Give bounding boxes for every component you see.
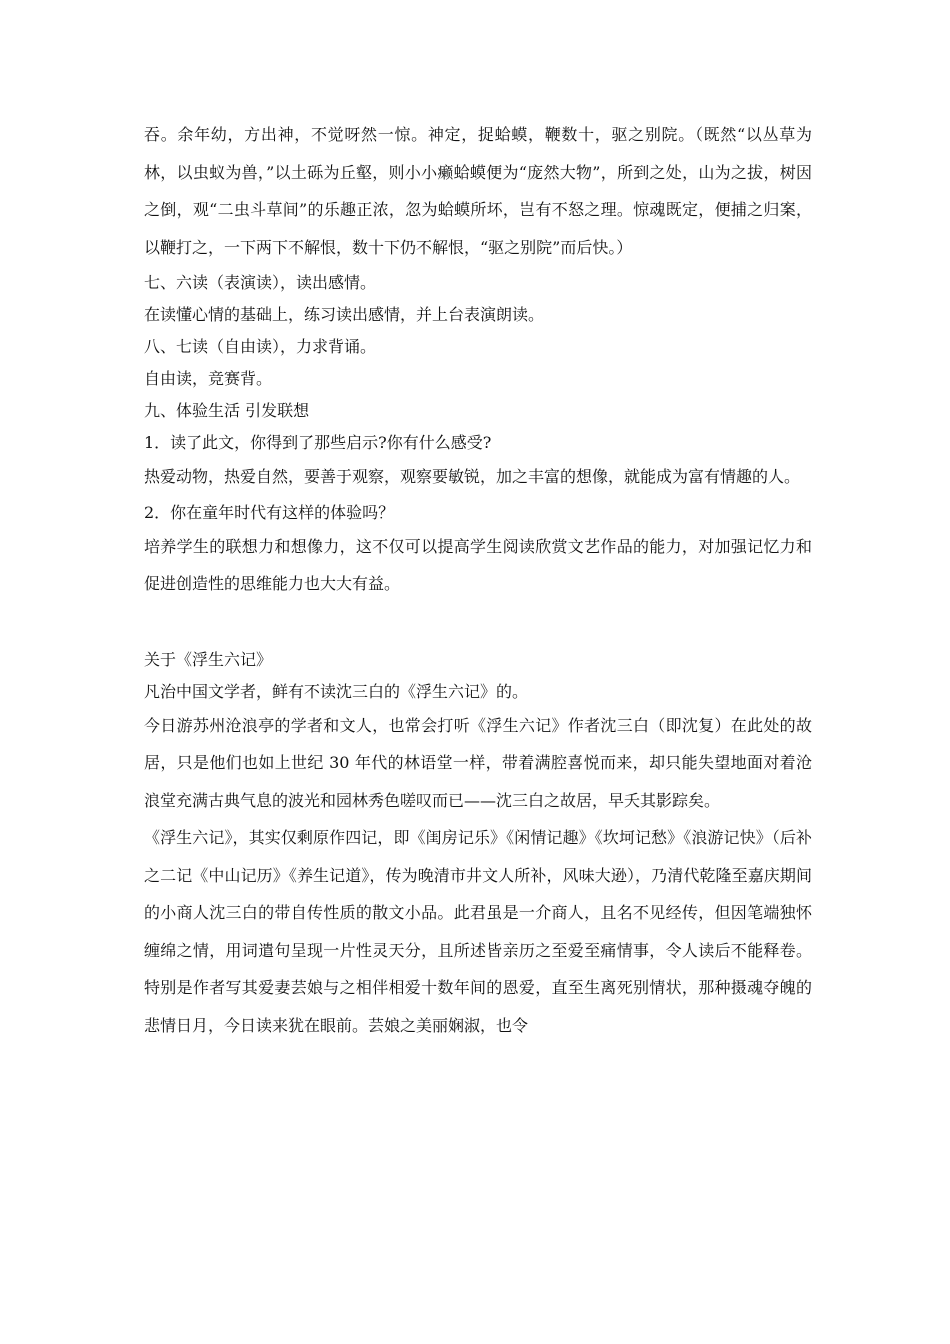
heading-step-nine: 九、体验生活 引发联想 — [144, 401, 310, 420]
paragraph-intro: 凡治中国文学者，鲜有不读沈三白的《浮生六记》的。 — [144, 681, 529, 701]
paragraph-fusheng-description: 《浮生六记》，其实仅剩原作四记，即《闺房记乐》《闲情记趣》《坎坷记愁》《浪游记快》（后补之二记《中山记历》《养生记道》，传为晚清市井文人所补，风味大逊），乃清代乾隆至嘉庆期间的小商人沈三白的带自传性质的散文小品。此君虽是一介商人，且名不见经传，但因笔端独怀缠绵之情，用词遣句呈现一片性灵天分，且所述皆亲历之至爱至痛情事，令人读后不能释卷。特别是作者写其爱妻芸娘与之相伴相爱十数年间的恩爱，直至生离死别情状，那种摄魂夺魄的悲情日月，今日读来犹在眼前。芸娘之美丽娴淑，也令 — [144, 828, 812, 1035]
answer-two: 培养学生的联想力和想像力，这不仅可以提高学生阅读欣赏文艺作品的能力，对加强记忆力和促进创造性的思维能力也大大有益。 — [144, 536, 812, 593]
answer-one: 热爱动物，热爱自然，要善于观察，观察要敏锐，加之丰富的想像，就能成为富有情趣的人。 — [144, 467, 801, 486]
paragraph-step-eight: 自由读，竞赛背。 — [144, 369, 273, 388]
paragraph-story-continuation: 吞。余年幼，方出神，不觉呀然一惊。神定，捉蛤蟆，鞭数十，驱之别院。（既然“以丛草为林，以虫蚁为兽，”以土砾为丘壑，则小小癞蛤蟆便为“庞然大物”，所到之处，山为之拔，树因之倒，观“二虫斗草间”的乐趣正浓，忽为蛤蟆所坏，岂有不怒之理。惊魂既定，便捕之归案，以鞭打之，一下两下不解恨，数十下仍不解恨，“驱之别院”而后快。） — [144, 125, 812, 257]
section-gap — [144, 603, 812, 643]
document-page — [144, 116, 812, 1044]
paragraph-step-seven: 在读懂心情的基础上，练习读出感情，并上台表演朗读。 — [144, 305, 545, 324]
question-two: 2．你在童年时代有这样的体验吗？ — [144, 502, 395, 522]
heading-step-seven: 七、六读（表演读），读出感情。 — [144, 273, 377, 292]
heading-step-eight: 八、七读（自由读），力求背诵。 — [144, 337, 377, 356]
paragraph-canglang: 今日游苏州沧浪亭的学者和文人，也常会打听《浮生六记》作者沈三白（即沈复）在此处的故居，只是他们也如上世纪 30 年代的林语堂一样，带着满腔喜悦而来，却只能失望地面对着沧浪堂充满古典气息的波光和园林秀色嗟叹而已——沈三白之故居，早夭其影踪矣。 — [144, 715, 812, 810]
question-one: 1．读了此文，你得到了那些启示?你有什么感受? — [144, 433, 492, 452]
section-title-fusheng: 关于《浮生六记》 — [144, 649, 273, 669]
